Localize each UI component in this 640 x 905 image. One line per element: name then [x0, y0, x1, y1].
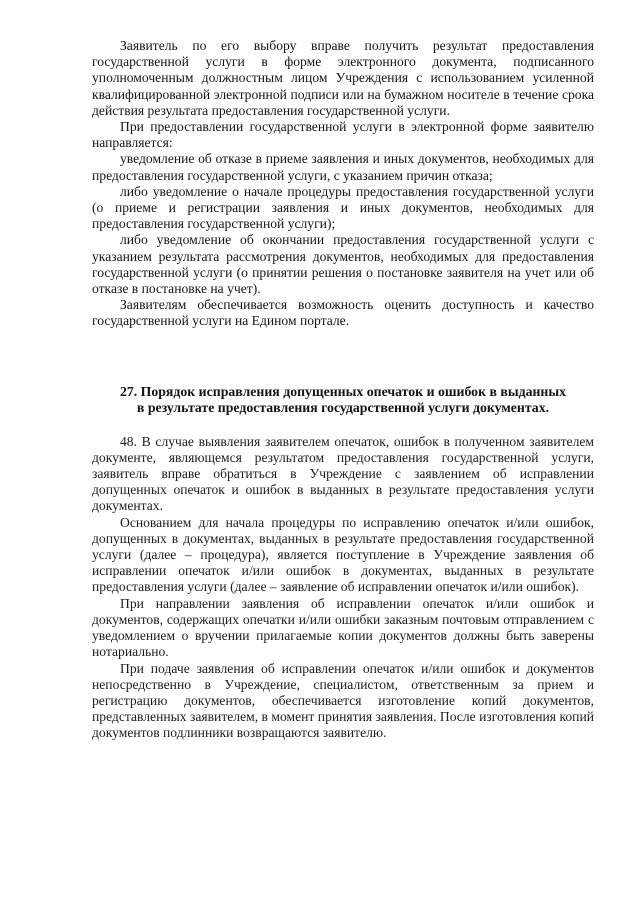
section-heading-line: 27. Порядок исправления допущенных опечаток и ошибок в выданных [119, 383, 567, 399]
paragraph: При направлении заявления об исправлении опечаток и/или ошибок и документов, содержащих опечатки и/или ошибки заказным почтовым отправлением с уведомлением о вручении прилагаемые копии документов должны быть заверены нотариально. [92, 595, 594, 660]
paragraph: Заявитель по его выбору вправе получить результат предоставления государственной услуги в форме электронного документа, подписанного уполномоченным должностным лицом Учреждения с использованием усиленной квалифицированной электронной подписи или на бумажном носителе в течение срока действия результата предоставления государственной услуги. [92, 38, 594, 118]
paragraph-block-corrections [92, 434, 594, 742]
paragraph: При предоставлении государственной услуги в электронной форме заявителю направляется: [92, 119, 594, 151]
paragraph: либо уведомление о начале процедуры предоставления государственной услуги (о приеме и регистрации заявления и иных документов, необходимых для предоставления государственной услуги); [92, 183, 594, 232]
paragraph: При подаче заявления об исправлении опечаток и/или ошибок и документов непосредственно в Учреждение, специалистом, ответственным за прием и регистрацию документов, обеспечивается изготовление копий документов, представленных заявителем, в момент принятия заявления. После изготовления копий документов подлинники возвращаются заявителю. [92, 660, 594, 741]
paragraph: 48. В случае выявления заявителем опечаток, ошибок в полученном заявителем документе, являющемся результатом предоставления государственной услуги, заявитель вправе обратиться в Учреждение с заявлением об исправлении допущенных опечаток и ошибок в выданных в результате предоставления услуги документах. [92, 433, 594, 514]
paragraph: либо уведомление об окончании предоставления государственной услуги с указанием результата рассмотрения документов, необходимых для предоставления государственной услуги (о принятии решения о постановке заявителя на учет или об отказе в постановке на учет). [92, 232, 594, 297]
paragraph: Заявителям обеспечивается возможность оценить доступность и качество государственной услуги на Едином портале. [92, 297, 594, 329]
paragraph-block-results [92, 38, 594, 330]
section-heading [92, 384, 594, 417]
paragraph: уведомление об отказе в приеме заявления и иных документов, необходимых для предоставления государственной услуги, с указанием причин отказа; [92, 151, 594, 183]
paragraph: Основанием для начала процедуры по исправлению опечаток и/или ошибок, допущенных в документах, выданных в результате предоставления государственной услуги (далее – процедура), является поступление в Учреждение заявления об исправлении опечаток и/или ошибок в документах, выданных в результате предоставления услуги (далее – заявление об исправлении опечаток и/или ошибок). [92, 514, 594, 595]
section-heading-line: в результате предоставления государственной услуги документах. [136, 400, 550, 416]
